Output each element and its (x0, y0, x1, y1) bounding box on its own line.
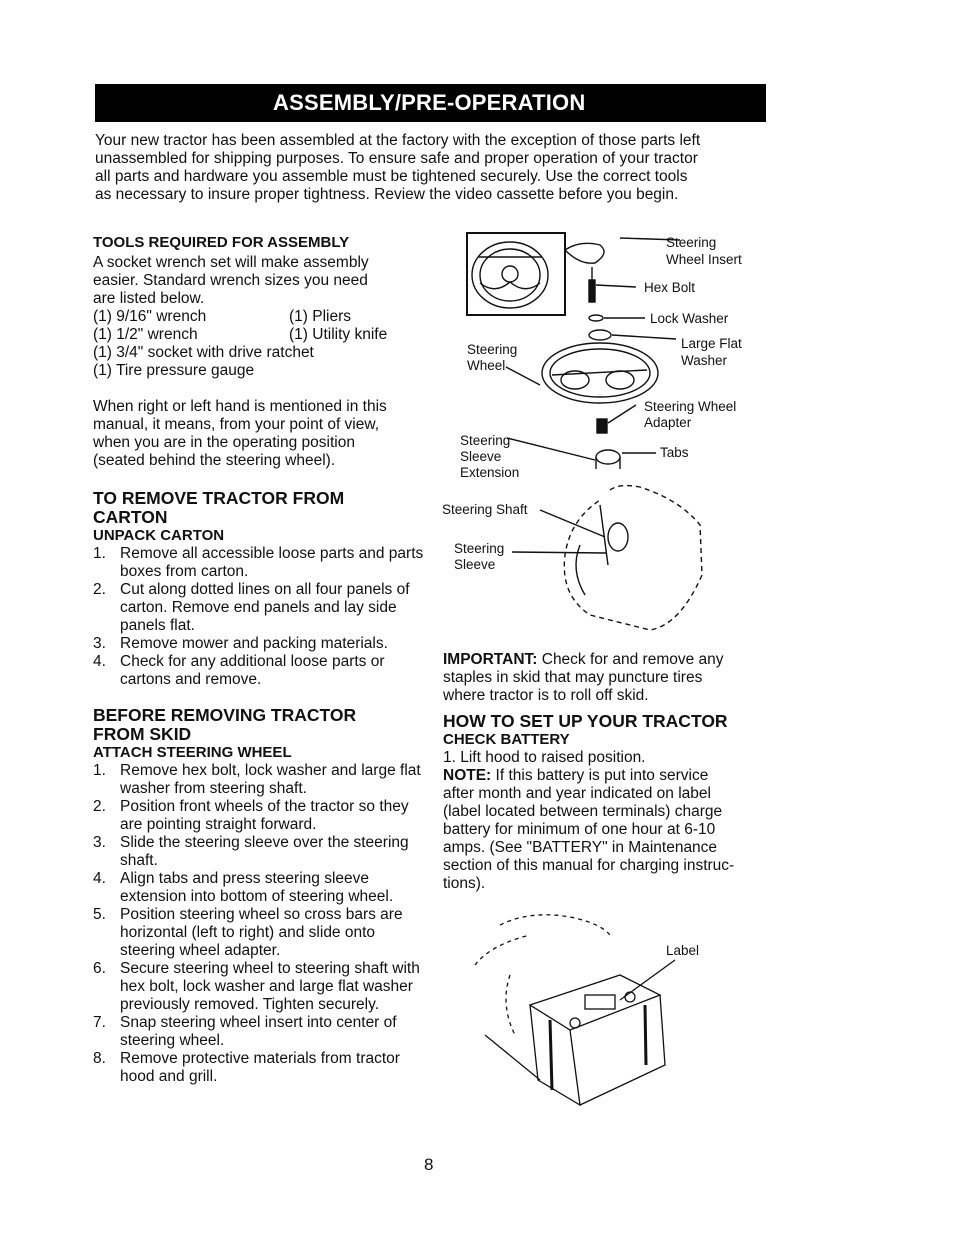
hand-note (93, 398, 433, 470)
label-sleeve: Steering (454, 541, 505, 556)
step-item (93, 1014, 433, 1050)
remove-steps-list (93, 545, 433, 689)
tool-item: (1) Utility knife (289, 326, 388, 343)
setup-section (443, 712, 773, 893)
note-label: NOTE: (443, 767, 492, 784)
text-line: A socket wrench set will make assembly (93, 254, 369, 271)
label-adapter: Adapter (644, 415, 692, 430)
tools-description (93, 254, 433, 308)
label-insert: Steering (666, 235, 717, 250)
step-text: Remove all accessible loose parts and parts boxes from carton. (120, 545, 424, 580)
steering-assembly-diagram (440, 225, 770, 645)
label-wheel: Steering (467, 342, 518, 357)
intro-line: all parts and hardware you assemble must be tightened securely. Use the correct tools (95, 168, 688, 185)
tool-item: (1) 1/2" wrench (93, 326, 198, 343)
step-number: 1. (93, 762, 106, 779)
setup-step: 1. Lift hood to raised position. (443, 749, 646, 766)
tools-list (93, 308, 433, 380)
text-line: If this battery is put into service (491, 767, 709, 784)
text-line: battery for minimum of one hour at 6-10 (443, 821, 716, 838)
label-tabs: Tabs (660, 445, 689, 460)
step-item (93, 1050, 433, 1086)
text-line: section of this manual for charging instruc- (443, 857, 735, 874)
tool-item: (1) Pliers (289, 308, 352, 325)
step-text: Align tabs and press steering sleeve extension into bottom of steering wheel. (120, 870, 394, 905)
step-number: 2. (93, 581, 106, 598)
subheading: ATTACH STEERING WHEEL (93, 744, 292, 761)
step-text: Position front wheels of the tractor so they are pointing straight forward. (120, 798, 409, 833)
step-text: Slide the steering sleeve over the steering shaft. (120, 834, 409, 869)
text-line: are listed below. (93, 290, 205, 307)
step-item (93, 545, 433, 581)
label-shaft: Steering Shaft (442, 502, 528, 517)
step-number: 4. (93, 653, 106, 670)
section-heading: TO REMOVE TRACTOR FROM (93, 488, 345, 508)
step-number: 3. (93, 834, 106, 851)
step-text: Check for any additional loose parts or cartons and remove. (120, 653, 385, 688)
step-number: 3. (93, 635, 106, 652)
label-battery: Label (666, 943, 700, 958)
step-number: 6. (93, 960, 106, 977)
step-number: 4. (93, 870, 106, 887)
step-number: 8. (93, 1050, 106, 1067)
before-section (93, 706, 433, 1086)
label-sleeve: Sleeve (454, 557, 496, 572)
text-line: (seated behind the steering wheel). (93, 452, 336, 469)
label-flat-washer: Washer (681, 353, 728, 368)
step-number: 5. (93, 906, 106, 923)
label-wheel: Wheel (467, 358, 506, 373)
page-number: 8 (424, 1155, 434, 1174)
label-hex-bolt: Hex Bolt (644, 280, 696, 295)
text-line: When right or left hand is mentioned in this (93, 398, 387, 415)
step-item (93, 960, 433, 1014)
label-insert: Wheel Insert (666, 252, 742, 267)
step-text: Remove hex bolt, lock washer and large flat washer from steering shaft. (120, 762, 421, 797)
label-extension: Extension (460, 465, 520, 480)
intro-line: unassembled for shipping purposes. To ensure safe and proper operation of your tractor (95, 150, 698, 167)
step-text: Secure steering wheel to steering shaft with hex bolt, lock washer and large flat washer previously removed. Tighten securely. (120, 960, 420, 1013)
step-item (93, 798, 433, 834)
step-text: Remove protective materials from tractor hood and grill. (120, 1050, 400, 1085)
right-column (443, 651, 773, 893)
subheading: UNPACK CARTON (93, 527, 225, 544)
label-extension: Steering (460, 433, 511, 448)
step-item (93, 653, 433, 689)
subheading: CHECK BATTERY (443, 731, 570, 748)
text-line: after month and year indicated on label (443, 785, 711, 802)
step-number: 1. (93, 545, 106, 562)
battery-diagram (470, 905, 730, 1125)
text-line: where tractor is to roll off skid. (443, 687, 649, 704)
text-line: manual, it means, from your point of view, (93, 416, 380, 433)
intro-line: Your new tractor has been assembled at the factory with the exception of those parts left (95, 132, 701, 149)
label-lock-washer: Lock Washer (650, 311, 729, 326)
steering-steps-list (93, 762, 433, 1086)
label-flat-washer: Large Flat (681, 336, 742, 351)
label-adapter: Steering Wheel (644, 399, 737, 414)
left-column (93, 234, 433, 1086)
step-item (93, 635, 433, 653)
tools-row (93, 308, 433, 326)
step-text: Snap steering wheel insert into center of steering wheel. (120, 1014, 397, 1049)
step-text: Cut along dotted lines on all four panels of carton. Remove end panels and lay side panels flat. (120, 581, 410, 634)
section-banner (95, 84, 766, 122)
tool-item: (1) Tire pressure gauge (93, 362, 255, 379)
step-text: Position steering wheel so cross bars are horizontal (left to right) and slide onto steering wheel adapter. (120, 906, 403, 959)
text-line: staples in skid that may puncture tires (443, 669, 703, 686)
intro-paragraph (95, 132, 775, 204)
tools-row (93, 326, 433, 344)
important-note (443, 651, 773, 705)
step-number: 7. (93, 1014, 106, 1031)
step-number: 2. (93, 798, 106, 815)
text-line: easier. Standard wrench sizes you need (93, 272, 368, 289)
text-line: Check for and remove any (537, 651, 724, 668)
tool-item: (1) 3/4" socket with drive ratchet (93, 344, 314, 361)
intro-line: as necessary to insure proper tightness. Review the video cassette before you begin. (95, 186, 679, 203)
tools-heading: TOOLS REQUIRED FOR ASSEMBLY (93, 234, 350, 251)
text-line: when you are in the operating position (93, 434, 355, 451)
step-item (93, 762, 433, 798)
step-item (93, 834, 433, 870)
section-heading: BEFORE REMOVING TRACTOR (93, 705, 357, 725)
section-heading: FROM SKID (93, 724, 192, 744)
section-heading: HOW TO SET UP YOUR TRACTOR (443, 711, 728, 731)
section-heading: CARTON (93, 507, 168, 527)
banner-title: ASSEMBLY/PRE-OPERATION (273, 90, 586, 115)
remove-section (93, 489, 433, 689)
text-line: (label located between terminals) charge (443, 803, 723, 820)
step-item (93, 581, 433, 635)
text-line: tions). (443, 875, 486, 892)
step-item (93, 906, 433, 960)
tool-item: (1) 9/16" wrench (93, 308, 207, 325)
step-item (93, 870, 433, 906)
step-text: Remove mower and packing materials. (120, 635, 388, 652)
important-label: IMPORTANT: (443, 651, 538, 668)
text-line: amps. (See "BATTERY" in Maintenance (443, 839, 718, 856)
label-extension: Sleeve (460, 449, 502, 464)
battery-drawing (470, 905, 730, 1125)
